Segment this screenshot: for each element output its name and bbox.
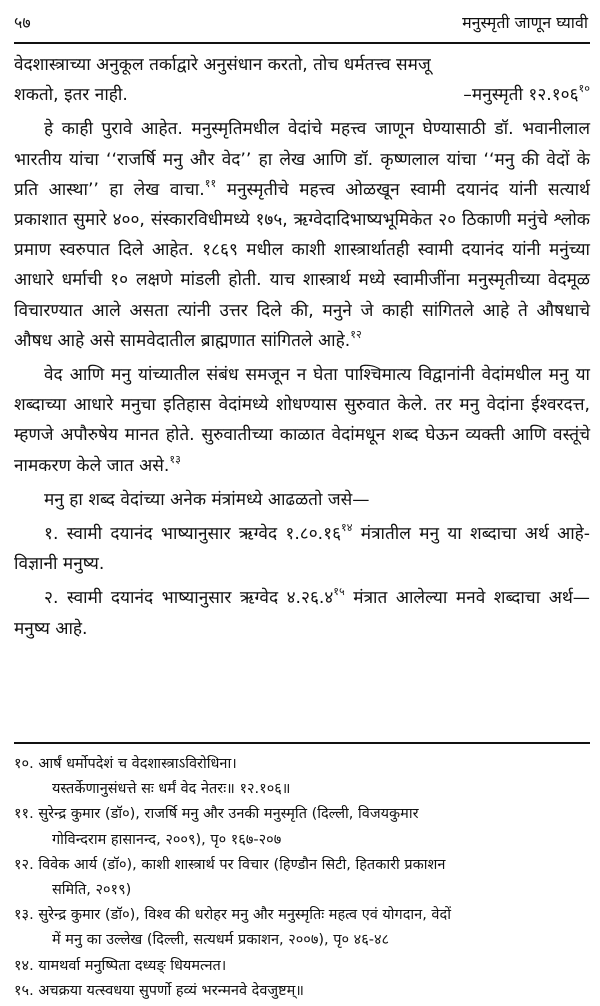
paragraph-text: मंत्रातील मनु या शब्दाचा अर्थ आहे- विज्ञानी मनुष्य.	[14, 524, 596, 575]
footnote-text: विवेक आर्य (डॉ०), काशी शास्त्रार्थ पर विचार (हिण्डौन सिटी, हितकारी प्रकाशन	[38, 856, 446, 873]
footnote-number: १०.	[14, 756, 34, 772]
footnote-marker: १५	[333, 585, 345, 599]
paragraph-text: २. स्वामी दयानंद भाष्यानुसार ऋग्वेद ४.२६.४	[44, 588, 334, 609]
footnote-marker: १२	[350, 327, 362, 341]
text-line	[14, 80, 590, 110]
footnote-marker: ११	[204, 176, 217, 190]
footnote-12	[14, 853, 590, 903]
paragraph-quote	[14, 50, 590, 110]
page-header	[14, 10, 588, 36]
text-line: वेदशास्त्राच्या अनुकूल तर्काद्वारे अनुसंधान करतो, तोच धर्मतत्त्व समजू	[14, 55, 431, 75]
footnote-text: समिति, २०१९)	[52, 882, 132, 899]
footnote-text: यामथर्वा मनुष्पिता दध्यङ् धियमत्नत।	[38, 957, 227, 974]
citation-text: –मनुस्मृती १२.१०६	[463, 85, 579, 106]
paragraph-text: हे काही पुरावे आहेत. मनुस्मृतिमधील वेदांचे महत्त्व जाणून घेण्यासाठी डॉ. भवानीलाल भारतीय यांचा ‘‘राजर्षि मनु और वेद’’ हा लेख आणि डॉ. कृष्णलाल यांचा ‘‘मनु की वेदों के प्रति आस्था’’ हा लेख वाचा.	[14, 119, 596, 200]
paragraph-text: वेद आणि मनु यांच्यातील संबंध समजून न घेता पाश्चिमात्य विद्वानांनी वेदांमधील मनु या शब्दाच्या आधारे मनुचा इतिहास वेदांमध्ये शोधण्यास सुरुवात केले. तर मनु वेदांना ईश्वरदत्त, म्हणजे अपौरुषेय मानत होते. सुरुवातीच्या काळात वेदांमधून शब्द घेऊन व्यक्ती आणि वस्तूंचे नामकरण केले जात असे.	[14, 365, 596, 476]
footnote-text: सुरेन्द्र कुमार (डॉ०), राजर्षि मनु और उनकी मनुस्मृति (दिल्ली, विजयकुमार	[38, 806, 419, 823]
paragraph-text: मंत्रात आलेल्या मनवे शब्दाचा अर्थ—मनुष्य आहे.	[14, 588, 590, 639]
page-number: ५७	[14, 13, 31, 32]
citation	[463, 80, 590, 110]
footnote-text: अचक्रया यत्स्वधया सुपर्णो हव्यं भरन्मनवे देवजुष्टम्॥	[38, 982, 304, 999]
running-title: मनुस्मृती जाणून घ्यावी	[462, 13, 588, 32]
paragraph-text: मनुस्मृतीचे महत्त्व ओळखून स्वामी दयानंद यांनी सत्यार्थ प्रकाशात सुमारे ४००, संस्कारविधीमध्ये १७५, ऋग्वेदादिभाष्यभूमिकेत २० ठिकाणी मनुंचे श्लोक प्रमाण स्वरुपात दिले आहेत. १८६९ मधील काशी शास्त्रार्थातही स्वामी दयानंद यांनी मनुंच्या आधारे धर्माची १० लक्षणे मांडली होती. याच शास्त्रार्थ मध्ये स्वामीजींना मनुस्मृतीच्या वेदमूळ विचारण्यात आले असता त्यांनी उत्तर दिले की, मनुने जे काही सांगितले आहे ते औषधाचे औषध आहे असे सामवेदातील ब्राह्मणात सांगितले आहे.	[14, 179, 596, 351]
paragraph-intro-list	[14, 485, 590, 515]
footnote-11	[14, 802, 590, 852]
footnote-rule	[14, 742, 590, 744]
footnote-10	[14, 752, 590, 802]
footnote-text: आर्षं धर्मोपदेशं च वेदशास्त्राऽविरोधिना।	[38, 756, 237, 772]
footnote-text: गोविन्दराम हासानन्द, २००९), पृ० १६७-२०७	[52, 831, 282, 848]
paragraph-text: मनु हा शब्द वेदांच्या अनेक मंत्रांमध्ये आढळतो जसे—	[44, 489, 370, 510]
footnote-number: १३.	[14, 907, 34, 924]
footnote-text: यस्तर्केणानुसंधत्ते सः धर्मं वेद नेतरः॥ १२.१०६॥	[52, 781, 291, 798]
header-rule	[14, 42, 590, 44]
footnote-text: सुरेन्द्र कुमार (डॉ०), विश्व की धरोहर मनु और मनुस्मृतिः महत्व एवं योगदान, वेदों	[38, 907, 451, 924]
paragraph-evidence	[14, 114, 596, 356]
paragraph-western-scholars	[14, 360, 596, 481]
text-line-text: शकतो, इतर नाही.	[14, 85, 128, 106]
paragraph-text: १. स्वामी दयानंद भाष्यानुसार ऋग्वेद १.८०.१६	[44, 524, 342, 545]
list-item-1	[14, 519, 596, 579]
footnotes	[14, 752, 590, 1004]
footnote-number: १४.	[14, 957, 34, 974]
footnote-number: ११.	[14, 806, 34, 823]
footnote-number: १२.	[14, 856, 34, 873]
footnote-13	[14, 903, 590, 953]
main-text	[14, 50, 596, 648]
list-item-2	[14, 583, 590, 643]
footnote-number: १५.	[14, 982, 34, 999]
footnote-14	[14, 954, 590, 979]
footnote-marker: १४	[341, 521, 353, 535]
footnote-marker: १०	[578, 82, 590, 96]
footnote-text: में मनु का उल्लेख (दिल्ली, सत्यधर्म प्रकाशन, २००७), पृ० ४६-४८	[52, 932, 390, 949]
footnote-marker: १३	[169, 452, 181, 466]
footnote-15	[14, 979, 590, 1004]
